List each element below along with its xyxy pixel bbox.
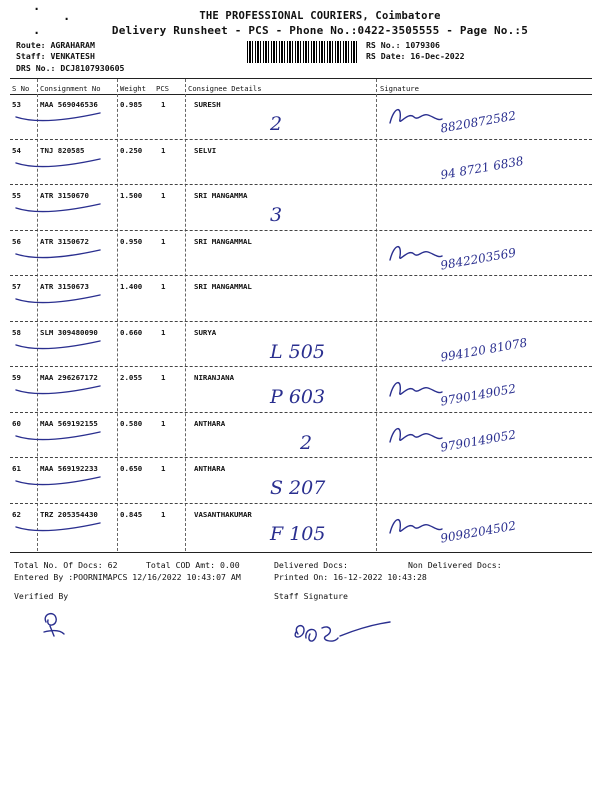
consignee-signature: [386, 103, 446, 129]
cell-weight: 0.250: [120, 145, 143, 155]
cell-consignee: SURYA: [194, 327, 217, 337]
cell-consignee: SRI MANGAMMAL: [194, 236, 252, 246]
cell-weight: 0.845: [120, 509, 143, 519]
entered-by: Entered By :POORNIMAPCS 12/16/2022 10:43:07 AM: [14, 572, 241, 582]
row-separator: [10, 321, 592, 322]
non-delivered-docs: Non Delivered Docs:: [408, 560, 502, 570]
cell-consignment: ATR 3150670: [40, 191, 89, 200]
cell-consignee: SURESH: [194, 100, 221, 109]
column-header-consignment: Consignment No: [40, 84, 101, 93]
signature-phone-note: 9098204502: [439, 517, 517, 546]
table-top-rule: [10, 78, 592, 79]
signature-phone-note: 9790149052: [439, 426, 517, 455]
consignee-signature: [386, 513, 446, 539]
cell-sno: 53: [12, 100, 21, 109]
cell-consignee: VASANTHAKUMAR: [194, 509, 252, 519]
cell-consignment: TRZ 205354430: [40, 509, 98, 519]
row-separator: [10, 412, 592, 413]
signature-phone-note: 8820872582: [439, 108, 517, 136]
column-header-sno: S No: [12, 84, 30, 93]
row-separator: [10, 503, 592, 504]
cell-consignee: ANTHARA: [194, 464, 226, 473]
company-title: THE PROFESSIONAL COURIERS, Coimbatore: [199, 10, 441, 22]
column-header-weight: Weight: [120, 84, 146, 93]
handwritten-mark: 2: [300, 431, 313, 454]
handwritten-mark: F 105: [270, 522, 326, 545]
consignee-signature: [386, 240, 446, 266]
punch-mark: ·: [33, 26, 41, 40]
cell-weight: 0.650: [120, 464, 143, 473]
cell-consignment: TNJ 820585: [40, 145, 85, 155]
cell-consignment: ATR 3150673: [40, 282, 89, 291]
delivered-docs: Delivered Docs:: [274, 560, 348, 570]
row-separator: [10, 184, 592, 185]
total-cod: Total COD Amt: 0.00: [146, 560, 240, 570]
staff-label: Staff: VENKATESH: [16, 51, 95, 61]
cell-sno: 59: [12, 373, 21, 382]
cell-sno: 61: [12, 464, 21, 473]
column-divider: [117, 79, 118, 551]
table-bottom-rule: [10, 552, 592, 553]
cell-consignee: SELVI: [194, 145, 217, 155]
tick-mark: [14, 382, 104, 398]
runsheet-subtitle: Delivery Runsheet - PCS - Phone No.:0422-3505555 - Page No.:5: [111, 24, 529, 37]
tick-mark: [14, 109, 104, 125]
barcode: [247, 41, 359, 63]
cell-pcs: 1: [161, 282, 166, 291]
column-header-pcs: PCS: [156, 84, 169, 93]
cell-consignment: SLM 309480090: [40, 327, 98, 337]
punch-mark: ·: [33, 2, 41, 16]
cell-consignment: MAA 569192155: [40, 418, 98, 428]
rs-number: RS No.: 1079306: [366, 40, 440, 50]
cell-pcs: 1: [161, 100, 166, 109]
tick-mark: [14, 246, 104, 262]
cell-pcs: 1: [161, 145, 166, 155]
cell-pcs: 1: [161, 464, 166, 473]
consignee-signature: [386, 422, 446, 448]
consignee-signature: [386, 376, 446, 402]
handwritten-mark: 2: [270, 113, 283, 135]
row-separator: [10, 230, 592, 231]
handwritten-mark: P 603: [270, 386, 326, 408]
cell-consignee: NIRANJANA: [194, 373, 235, 382]
cell-weight: 0.660: [120, 327, 143, 337]
handwritten-mark: S 207: [270, 477, 326, 499]
signature-phone-note: 94 8721 6838: [439, 153, 525, 182]
route-label: Route: AGRAHARAM: [16, 40, 95, 50]
cell-pcs: 1: [161, 509, 166, 519]
row-separator: [10, 139, 592, 140]
cell-weight: 0.580: [120, 418, 143, 428]
cell-consignment: ATR 3150672: [40, 236, 89, 246]
drs-number: DRS No.: DCJ8107930605: [16, 63, 125, 73]
cell-consignment: MAA 296267172: [40, 373, 98, 382]
cell-sno: 58: [12, 327, 21, 337]
signature-phone-note: 9842203569: [439, 244, 517, 273]
cell-pcs: 1: [161, 373, 166, 382]
column-header-consignee: Consignee Details: [188, 84, 262, 93]
staff-signature: [290, 618, 400, 652]
handwritten-mark: 3: [270, 204, 283, 226]
cell-consignment: MAA 569192233: [40, 464, 98, 473]
column-divider: [185, 79, 186, 551]
cell-consignee: SRI MANGAMMA: [194, 191, 248, 200]
signature-phone-note: 9790149052: [439, 381, 517, 409]
tick-mark: [14, 155, 104, 171]
cell-sno: 62: [12, 509, 21, 519]
row-separator: [10, 366, 592, 367]
staff-signature-label: Staff Signature: [274, 591, 348, 601]
verified-by-label: Verified By: [14, 591, 69, 601]
tick-mark: [14, 473, 104, 489]
row-separator: [10, 275, 592, 276]
handwritten-mark: L 505: [270, 340, 325, 363]
column-header-signature: Signature: [380, 84, 419, 93]
punch-mark: ·: [63, 12, 71, 26]
printed-on: Printed On: 16-12-2022 10:43:28: [274, 572, 427, 582]
cell-consignment: MAA 569046536: [40, 100, 98, 109]
tick-mark: [14, 337, 104, 353]
cell-pcs: 1: [161, 327, 166, 337]
cell-sno: 55: [12, 191, 21, 200]
cell-sno: 54: [12, 145, 21, 155]
rs-date: RS Date: 16-Dec-2022: [366, 51, 465, 61]
column-divider: [376, 79, 377, 551]
row-separator: [10, 457, 592, 458]
cell-sno: 57: [12, 282, 21, 291]
table-header-rule: [10, 94, 592, 95]
cell-pcs: 1: [161, 191, 166, 200]
cell-weight: 0.950: [120, 236, 143, 246]
verifier-signature: [40, 608, 70, 638]
cell-consignee: ANTHARA: [194, 418, 226, 428]
cell-sno: 56: [12, 236, 21, 246]
cell-weight: 1.500: [120, 191, 143, 200]
tick-mark: [14, 519, 104, 535]
cell-pcs: 1: [161, 236, 166, 246]
signature-phone-note: 994120 81078: [439, 334, 529, 365]
cell-weight: 2.055: [120, 373, 143, 382]
cell-weight: 0.985: [120, 100, 143, 109]
tick-mark: [14, 291, 104, 307]
cell-sno: 60: [12, 418, 21, 428]
cell-weight: 1.400: [120, 282, 143, 291]
total-docs: Total No. Of Docs: 62: [14, 560, 118, 570]
tick-mark: [14, 428, 104, 444]
cell-pcs: 1: [161, 418, 166, 428]
cell-consignee: SRI MANGAMMAL: [194, 282, 252, 291]
tick-mark: [14, 200, 104, 216]
